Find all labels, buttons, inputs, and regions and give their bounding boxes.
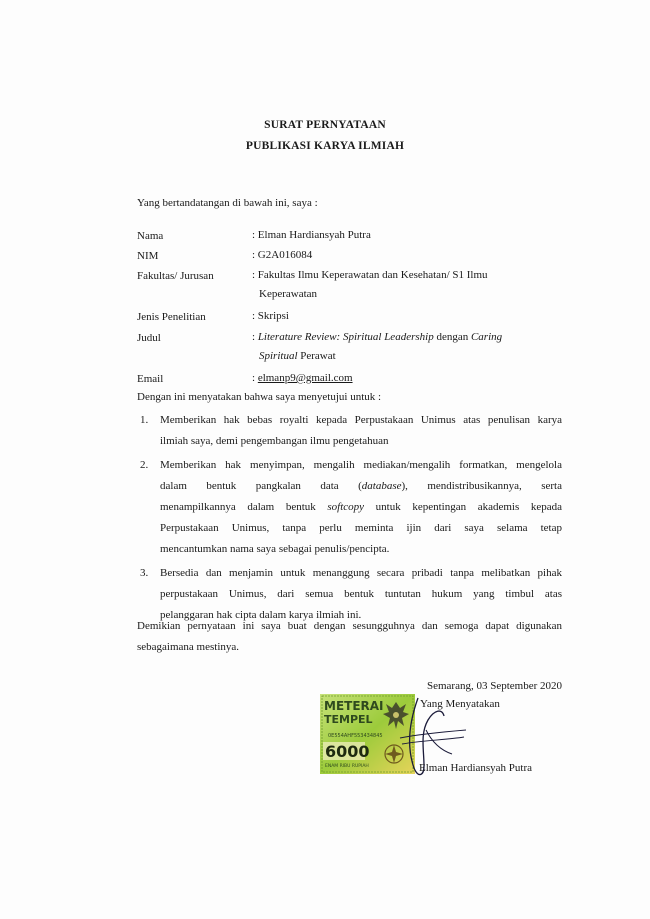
nim-value: : G2A016084 [252,249,313,261]
list-item-line: Bersedia dan menjamin untuk menanggung secara pribadi tanpa melibatkan pihak [160,567,562,579]
judul-italic-caring: Caring [470,331,503,343]
agreement-list [137,410,562,626]
signer-role: Yang Menyatakan [420,698,500,710]
stamp-word1: METERAI [324,699,384,713]
judul-prefix: : [252,331,258,343]
judul-italic-title: Literature Review: Spiritual Leadership [257,331,434,343]
document-title: SURAT PERNYATAAN [264,119,386,131]
fakultas-value-line2: Keperawatan [259,288,318,300]
list-item-line: pelanggaran hak cipta dalam karya ilmiah ini. [160,609,362,621]
judul-mid: dengan [433,331,471,343]
list-number: 3. [140,567,149,579]
list-item-line [160,497,562,518]
judul-value [252,328,572,366]
text-segment: ), mendistribusikannya, serta [401,480,562,492]
stamp-word2: TEMPEL [324,713,373,726]
list-item-line: Memberikan hak bebas royalti kepada Perpustakaan Unimus atas penulisan karya [160,414,562,426]
closing-paragraph [137,616,562,658]
closing-line: Demikian pernyataan ini saya buat dengan sesungguhnya dan semoga dapat digunakan [137,620,562,632]
italic-softcopy: softcopy [327,501,365,513]
nim-label: NIM [137,250,159,262]
stamp-amount: 6000 [325,742,370,761]
email-link[interactable]: elmanp9@gmail.com [257,372,353,384]
jenis-penelitian-value: : Skripsi [252,310,289,322]
list-item [137,455,562,560]
list-item-line [160,476,562,497]
jenis-penelitian-label: Jenis Penelitian [137,311,206,323]
list-item-line: Memberikan hak menyimpan, mengalih mediakan/mengalih formatkan, mengelola [160,459,562,471]
agreement-intro: Dengan ini menyatakan bahwa saya menyetujui untuk : [137,391,382,403]
text-segment: untuk kepentingan akademis kepada [364,501,562,513]
fakultas-value [252,266,552,304]
stamp-currency: ENAM RIBU RUPIAH [325,764,369,769]
email-value [252,369,552,388]
nama-value: : Elman Hardiansyah Putra [252,229,371,241]
list-item-line: Perpustakaan Unimus, tanpa perlu meminta ijin dari saya selama tetap [160,522,562,534]
fakultas-label: Fakultas/ Jurusan [137,270,214,282]
judul-label: Judul [137,332,161,344]
text-segment: menampilkannya dalam bentuk [160,501,328,513]
place-date: Semarang, 03 September 2020 [426,680,562,692]
list-number: 2. [140,459,149,471]
list-item-line: mencantumkan nama saya sebagai penulis/pencipta. [160,543,390,555]
judul-italic-spiritual: Spiritual [259,350,298,362]
list-item-line: perpustakaan Unimus, dari semua bentuk tuntutan hukum yang timbul atas [160,588,562,600]
email-label: Email [137,373,164,385]
judul-end: Perawat [297,350,336,362]
closing-line: sebagaimana mestinya. [137,641,240,653]
stamp-serial: 0E554AHF553434845 [328,733,383,739]
list-number: 1. [140,414,149,426]
fakultas-value-line1: : Fakultas Ilmu Keperawatan dan Kesehatan/ S1 Ilmu [252,269,488,281]
text-segment: dalam bentuk pangkalan data ( [160,480,362,492]
italic-database: database [361,480,402,492]
list-item [137,410,562,452]
list-item-line: ilmiah saya, demi pengembangan ilmu pengetahuan [160,435,389,447]
intro-text: Yang bertandatangan di bawah ini, saya : [137,197,318,209]
nama-label: Nama [137,230,164,242]
signer-name: Elman Hardiansyah Putra [419,762,533,774]
document-subtitle: PUBLIKASI KARYA ILMIAH [245,140,405,152]
email-prefix: : [252,372,258,384]
